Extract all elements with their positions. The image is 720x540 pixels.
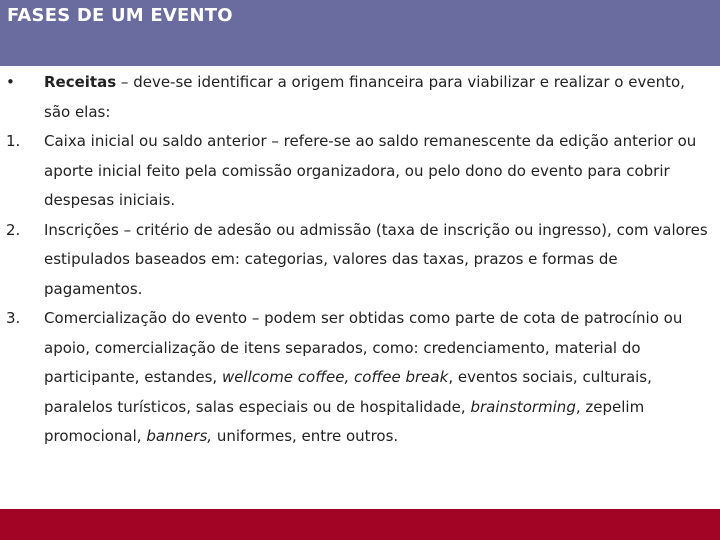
item-italic-text: brainstorming (470, 397, 576, 416)
item-text: , zepelim promocional, (44, 397, 645, 445)
item-text: Inscrições – critério de adesão ou admissão (taxa de inscrição ou ingresso), com valores estipulados baseados em: categorias, valores das taxas, prazos e formas de pagamentos. (44, 220, 708, 298)
item-number: 2. (6, 220, 21, 239)
item-italic-text: banners, (146, 427, 213, 445)
intro-bullet (0, 68, 720, 127)
item-number: 3. (6, 309, 21, 327)
footer-bar (0, 509, 720, 540)
title-bar (0, 0, 720, 66)
list-item-1 (0, 127, 720, 216)
intro-text: – deve-se identificar a origem financeira para viabilizar e realizar o evento, são elas: (44, 73, 685, 121)
item-text: uniformes, entre outros. (212, 427, 399, 445)
slide-content (0, 68, 720, 452)
slide-title: FASES DE UM EVENTO (7, 5, 233, 26)
item-italic-text: wellcome coffee, coffee break (221, 368, 449, 386)
list-item-2 (0, 216, 720, 305)
item-text: , eventos sociais, culturais, paralelos turísticos, salas especiais ou de hospitalidade, (44, 368, 652, 416)
item-text: Caixa inicial ou saldo anterior – refere-se ao saldo remanescente da edição anterior ou aporte inicial feito pela comissão organizadora, ou pelo dono do evento para cobrir despesas iniciais. (44, 132, 697, 209)
intro-label: Receitas (44, 73, 117, 91)
list-item-3 (0, 304, 720, 452)
item-text: Comercialização do evento – podem ser obtidas como parte de cota de patrocínio ou apoio, comercialização de itens separados, como: credenciamento, material do participante, estandes, (44, 309, 683, 386)
bullet-marker: • (6, 73, 15, 91)
item-number: 1. (6, 132, 21, 150)
